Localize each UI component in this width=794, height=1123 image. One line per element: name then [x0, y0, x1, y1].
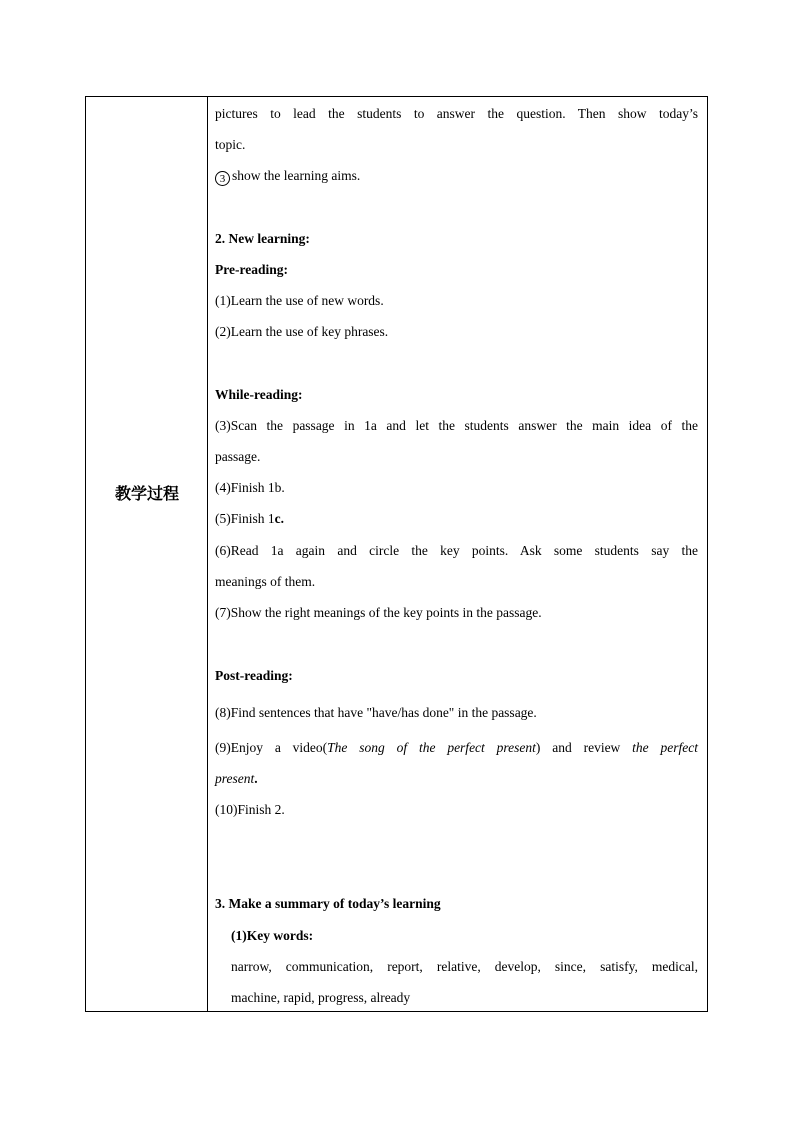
- text-span: (9)Enjoy a video(: [215, 740, 328, 755]
- video-title: The song of the perfect present: [327, 740, 536, 755]
- text-line: meanings of them.: [215, 574, 316, 589]
- text-line: pictures to lead the students to answer the question. Then show today’s: [215, 106, 698, 121]
- text-line: [215, 770, 698, 788]
- content-cell: [208, 97, 707, 1011]
- text-line: narrow, communication, report, relative, develop, since, satisfy, medical,: [231, 959, 698, 974]
- text-span: ) and review: [535, 740, 633, 755]
- text-line: (7)Show the right meanings of the key points in the passage.: [215, 605, 542, 620]
- text-line: [215, 167, 698, 186]
- subsection-heading: Post-reading:: [215, 668, 293, 683]
- text-line: (2)Learn the use of key phrases.: [215, 324, 389, 339]
- section-heading: 2. New learning:: [215, 231, 310, 246]
- text-line: passage.: [215, 449, 261, 464]
- text-line: topic.: [215, 137, 246, 152]
- label-cell: [86, 97, 208, 1011]
- text-span: (5)Finish 1: [215, 511, 275, 526]
- text-line: machine, rapid, progress, already: [231, 990, 411, 1005]
- text-span: c.: [274, 511, 285, 526]
- text-span: present: [215, 771, 255, 786]
- circled-number: 3: [215, 171, 230, 186]
- text-line: (1)Learn the use of new words.: [215, 293, 384, 308]
- text-line: (10)Finish 2.: [215, 802, 285, 817]
- section-heading: 3. Make a summary of today’s learning: [215, 896, 441, 911]
- text-line: (6)Read 1a again and circle the key points. Ask some students say the: [215, 543, 698, 558]
- subsection-heading: (1)Key words:: [231, 928, 314, 943]
- text-span: .: [254, 771, 258, 786]
- teaching-process-label: 教学过程: [114, 484, 179, 503]
- subsection-heading: While-reading:: [215, 387, 303, 402]
- text-line: (8)Find sentences that have "have/has done" in the passage.: [215, 705, 537, 720]
- text-line: [215, 739, 698, 757]
- text-line: (4)Finish 1b.: [215, 480, 285, 495]
- text-span: the perfect: [632, 740, 698, 755]
- text-line: (3)Scan the passage in 1a and let the students answer the main idea of the: [215, 418, 698, 433]
- text-line: [215, 510, 698, 528]
- text-span: show the learning aims.: [232, 168, 361, 183]
- lesson-table: [85, 96, 708, 1012]
- subsection-heading: Pre-reading:: [215, 262, 288, 277]
